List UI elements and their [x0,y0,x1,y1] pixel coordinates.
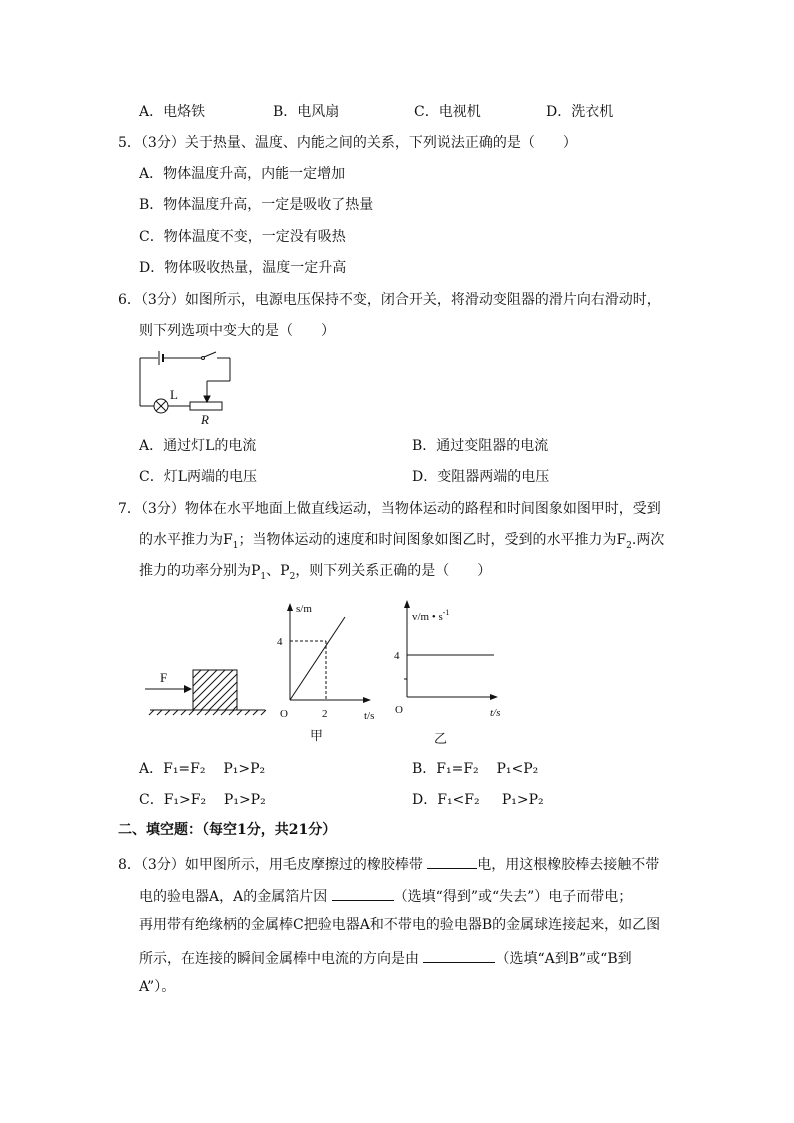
q4-option-a: A．电烙铁 [139,104,206,120]
q8-blank-2[interactable] [332,887,394,901]
jia-ylabel: s/m [296,603,312,615]
q4-option-c: C．电视机 [414,104,481,120]
q5-option-c: C．物体温度不变，一定没有吸热 [139,229,346,245]
q8-blank-1[interactable] [427,855,477,869]
graph-jia [290,610,365,700]
q7-stem-line1: 7．（3分）物体在水平地面上做直线运动，当物体运动的路程和时间图象如图甲时，受到 [118,501,661,517]
jia-origin: O [280,708,288,720]
jia-xtick: 2 [322,708,328,720]
jia-ytick: 4 [277,636,283,648]
q5-stem: 5．（3分）关于热量、温度、内能之间的关系，下列说法正确的是（ ） [118,135,577,151]
q7-option-a: A．F₁=F₂ P₁>P₂ [139,761,266,777]
q5-option-a: A．物体温度升高，内能一定增加 [139,166,346,182]
section-title: 二、填空题：（每空1分，共21分） [118,822,337,838]
q8-line3: 再用带有绝缘柄的金属棒C把验电器A和不带电的验电器B的金属球连接起来，如乙图 [139,917,661,933]
q6-option-c: C．灯L两端的电压 [139,469,258,485]
q7-figure [140,595,520,750]
q5-option-b: B．物体温度升高，一定是吸收了热量 [139,197,374,213]
yi-caption: 乙 [434,731,448,746]
q8-line2: 电的验电器A，A的金属箔片因 （选填“得到”或“失去”）电子而带电； [139,889,633,905]
yi-origin: O [395,704,403,716]
q7-stem-line3: 推力的功率分别为$P_1$、$P_2$，则下列关系正确的是（ ） [139,563,492,582]
q6-stem-line2: 则下列选项中变大的是（ ） [139,323,335,339]
q4-option-d: D．洗衣机 [546,104,614,120]
q8-line5: A”）。 [139,979,176,995]
q7-option-b: B．F₁=F₂ P₁<P₂ [412,761,539,777]
yi-xlabel: t/s [490,707,501,719]
jia-caption: 甲 [310,728,324,743]
s-t-line [290,617,345,700]
resistor-label: R [201,412,209,427]
q7-option-d: D．F₁<F₂ P₁>P₂ [412,792,544,808]
q5-option-d: D．物体吸收热量，温度一定升高 [139,260,347,276]
q6-option-b: B．通过变阻器的电流 [412,438,549,454]
yi-ytick: 4 [394,650,400,662]
q8-line1: 8．（3分）如甲图所示，用毛皮摩擦过的橡胶棒带 电，用这根橡胶棒去接触不带 [118,857,660,873]
q6-option-a: A．通过灯L的电流 [139,438,257,454]
q6-circuit-diagram [130,348,240,428]
q8-blank-3[interactable] [423,949,495,963]
yi-ylabel: v/m • $s^{-1}$ [412,608,450,623]
q4-option-b: B．电风扇 [273,104,340,120]
q6-option-d: D．变阻器两端的电压 [412,469,550,485]
switch-lever [204,352,216,357]
resistor-symbol [190,402,222,410]
force-label: F [160,670,168,685]
lamp-label: L [170,387,178,402]
q8-line4: 所示，在连接的瞬间金属棒中电流的方向是由 （选填“A到B”或“B到 [139,951,632,967]
q6-stem-line1: 6．（3分）如图所示，电源电压保持不变，闭合开关，将滑动变阻器的滑片向右滑动时， [118,292,661,308]
jia-xlabel: t/s [364,710,375,722]
q7-option-c: C．F₁>F₂ P₁>P₂ [139,792,266,808]
q7-stem-line2: 的水平推力为$F_1$；当物体运动的速度和时间图象如图乙时，受到的水平推力为$F_2$.两次 [139,532,665,551]
